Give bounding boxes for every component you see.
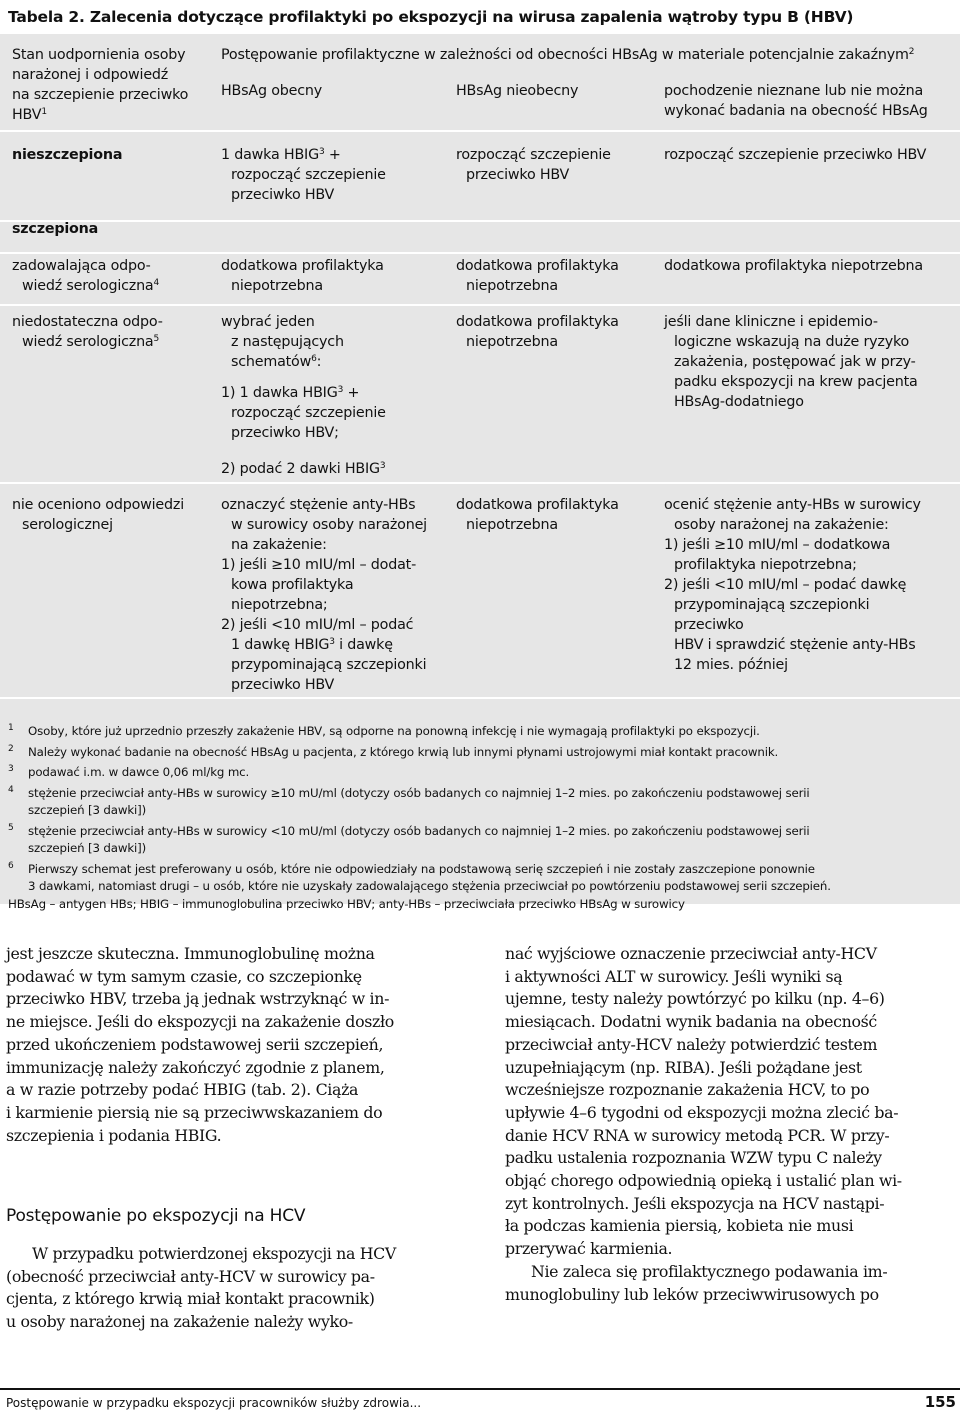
text-line: objąć chorego odpowiednią opieką i ustalić plan wi-: [505, 1171, 902, 1191]
row-separator: [0, 252, 960, 254]
abbreviations: HBsAg – antygen HBs; HBIG – immunoglobulina przeciwko HBV; anty-HBs – przeciwciała przeciwko HBsAg w surowicy: [8, 896, 685, 911]
text-line: immunizację należy zakończyć zgodnie z planem,: [6, 1057, 385, 1077]
cell-inadequate-present: wybrać jeden z następujących schematów$^6$: 1) 1 dawka $HBIG^3$ + rozpocząć szczepienie przeciwko HBV;: [221, 314, 386, 441]
text-line: nać wyjściowe oznaczenie przeciwciał anty-HCV: [505, 944, 877, 963]
cell-inadequate-present-option2: 2) podać 2 dawki HBIG$^3$: [221, 461, 386, 477]
table-caption: Tabela 2. Zalecenia dotyczące profilaktyki po ekspozycji na wirusa zapalenia wątroby typu B (HBV): [8, 8, 854, 26]
text-line: na szczepienie przeciwko: [12, 87, 189, 103]
text-line: jest jeszcze skuteczna. Immunoglobulinę można: [6, 944, 375, 963]
text-line: przeciwko HBV, trzeba ją jednak wstrzyknąć w in-: [6, 989, 390, 1009]
text-line: narażonej i odpowiedź: [12, 67, 169, 83]
text-line: i aktywności ALT w surowicy. Jeśli wyniki są: [505, 966, 843, 986]
text-line: munoglobuliny lub leków przeciwwirusowych po: [505, 1284, 879, 1304]
footnote: 5 stężenie przeciwciał anty-HBs w surowicy <10 mU/ml (dotyczy osób badanych co najmniej 1–2 mies. po zakończeniu podstawowej serii szczepień [3 dawki]): [8, 822, 810, 855]
section-heading-hcv: Postępowanie po ekspozycji na HCV: [6, 1206, 306, 1226]
text-line: wykonać badania na obecność HBsAg: [664, 103, 928, 119]
row-label-unvaccinated: nieszczepiona: [12, 147, 123, 163]
text-line: ujemne, testy należy powtórzyć po kilku (np. 4–6): [505, 989, 885, 1009]
text-line: Nie zaleca się profilaktycznego podawania im-: [531, 1261, 888, 1281]
text-line: wcześniejsze rozpoznanie zakażenia HCV, to po: [505, 1080, 870, 1100]
row-label-vaccinated: szczepiona: [12, 221, 99, 237]
footnote: 1 Osoby, które już uprzednio przeszły zakażenie HBV, są odporne na ponowną infekcję i nie wymagają profilaktyki po ekspozycji.: [8, 723, 760, 738]
text-line: a w razie potrzeby podać HBIG (tab. 2). Ciąża: [6, 1080, 359, 1100]
row-separator: [0, 220, 960, 222]
text-line: szczepienia i podania HBIG.: [6, 1125, 222, 1145]
cell-not-assessed-absent: dodatkowa profilaktyka niepotrzebna: [456, 497, 619, 533]
text-line: miesiącach. Dodatni wynik badania na obecność: [505, 1012, 877, 1032]
subheader-hbsag-unknown: [664, 81, 956, 121]
text-line: uzupełniającym (np. RIBA). Jeśli pożądane jest: [505, 1057, 862, 1077]
text-line: (obecność przeciwciał anty-HCV w surowicy pa-: [6, 1266, 375, 1286]
text-line: danie HCV RNA w surowicy metodą PCR. W przy-: [505, 1125, 890, 1145]
body-left-paragraph-2: [6, 1243, 464, 1334]
row-label-inadequate-response: niedostateczna odpo- wiedź serologiczna$^5$: [12, 314, 163, 350]
header-separator: [0, 130, 960, 132]
running-title: Postępowanie w przypadku ekspozycji pracowników służby zdrowia...: [6, 1396, 422, 1410]
text-line: upływie 4–6 tygodni od ekspozycji można zlecić ba-: [505, 1102, 899, 1122]
row-label-not-assessed: nie oceniono odpowiedzi serologicznej: [12, 497, 184, 533]
text-line: podawać w tym samym czasie, co szczepionkę: [6, 966, 362, 986]
text-line: HBV: [12, 107, 42, 123]
text-line: u osoby narażonej na zakażenie należy wyko-: [6, 1312, 353, 1332]
cell-adequate-present: dodatkowa profilaktyka niepotrzebna: [221, 258, 384, 294]
cell-not-assessed-unknown: ocenić stężenie anty-HBs w surowicy osoby narażonej na zakażenie: 1) jeśli ≥10 mIU/ml – dodatkowa profilaktyka niepotrzebna; 2) jeśli <10 mIU/ml – podać dawkę przypominającą szczepionki przeciwko HBV i sprawdzić stężenie anty-HBs 12 mies. później: [664, 497, 921, 673]
cell-adequate-absent: dodatkowa profilaktyka niepotrzebna: [456, 258, 619, 294]
text-line: przed ukończeniem podstawowej serii szczepień,: [6, 1034, 384, 1054]
cell-not-assessed-present: oznaczyć stężenie anty-HBs w surowicy osoby narażonej na zakażenie: 1) jeśli ≥10 mIU/ml – dodat- kowa profilaktyka niepotrzebna; 2) jeśli <10 mIU/ml – podać 1 dawkę HBIG$^3$ i dawkę przypominającą szczepionki przeciwko HBV: [221, 497, 427, 693]
text-line: i karmienie piersią nie są przeciwwskazaniem do: [6, 1102, 383, 1122]
text-line: padku ustalenia rozpoznania WZW typu C należy: [505, 1148, 882, 1168]
footnote: 2 Należy wykonać badanie na obecność HBsAg u pacjenta, z którego krwią lub innymi płynami ustrojowymi miał kontakt pracownik.: [8, 743, 779, 759]
row-label-adequate-response: zadowalająca odpo- wiedź serologiczna$^4$: [12, 258, 160, 294]
subheader-hbsag-absent: HBsAg nieobecny: [456, 83, 579, 99]
text-line: W przypadku potwierdzonej ekspozycji na HCV: [32, 1244, 396, 1263]
footnote: 6 Pierwszy schemat jest preferowany u osób, które nie odpowiedziały na podstawową serię szczepień i nie zostały zaszczepione ponownie 3 dawkami, natomiast drugi – u osób, które nie uzyskały zadowalającego stężenia przeciwciał po powtórzeniu podstawowej serii szczepień.: [8, 860, 831, 893]
table-footnotes: [8, 720, 956, 913]
text-line: ne miejsce. Jeśli do ekspozycji na zakażenie doszło: [6, 1012, 394, 1032]
body-right-column: [505, 943, 957, 1306]
text-line: cjenta, z którego krwią miał kontakt pracownik): [6, 1289, 375, 1309]
footer-rule: [0, 1388, 960, 1390]
body-left-paragraph-1: [6, 943, 464, 1147]
text-line: przeciwciał anty-HCV należy potwierdzić testem: [505, 1034, 878, 1054]
row-separator: [0, 482, 960, 484]
cell-unvaccinated-present: 1 dawka $HBIG^3$ + rozpocząć szczepienie przeciwko HBV: [221, 147, 386, 203]
cell-inadequate-absent: dodatkowa profilaktyka niepotrzebna: [456, 314, 619, 350]
subheader-hbsag-present: HBsAg obecny: [221, 83, 323, 99]
header-immunity-status: Stan uodpornienia osoby narażonej i odpowiedź na szczepienie przeciwko HBV$^1$: [12, 45, 212, 125]
text-line: Stan uodpornienia osoby: [12, 47, 186, 63]
text-line: zyt kontrolnych. Jeśli ekspozycja na HCV nastąpi-: [505, 1193, 885, 1213]
row-separator: [0, 304, 960, 306]
row-separator: [0, 697, 960, 699]
text-line: ła podczas kamienia piersią, kobieta nie musi: [505, 1216, 854, 1236]
cell-adequate-unknown: dodatkowa profilaktyka niepotrzebna: [664, 258, 923, 274]
text-line: przerywać karmienia.: [505, 1239, 673, 1259]
text-line: pochodzenie nieznane lub nie można: [664, 83, 924, 99]
cell-unvaccinated-unknown: rozpocząć szczepienie przeciwko HBV: [664, 147, 927, 163]
page-number: 155: [924, 1393, 956, 1411]
cell-unvaccinated-absent: rozpocząć szczepienie przeciwko HBV: [456, 147, 611, 183]
cell-inadequate-unknown: jeśli dane kliniczne i epidemio- logiczne wskazują na duże ryzyko zakażenia, postępować jak w przy- padku ekspozycji na krew pacjenta HBsAg-dodatniego: [664, 314, 918, 410]
footnote: 4 stężenie przeciwciał anty-HBs w surowicy ≥10 mU/ml (dotyczy osób badanych co najmniej 1–2 mies. po zakończeniu podstawowej serii szczepień [3 dawki]): [8, 784, 810, 817]
header-procedure: Postępowanie profilaktyczne w zależności od obecności HBsAg w materiale potencjalnie zakaźnym$^2$: [221, 47, 915, 63]
footnote: 3 podawać i.m. w dawce 0,06 ml/kg mc.: [8, 764, 250, 779]
